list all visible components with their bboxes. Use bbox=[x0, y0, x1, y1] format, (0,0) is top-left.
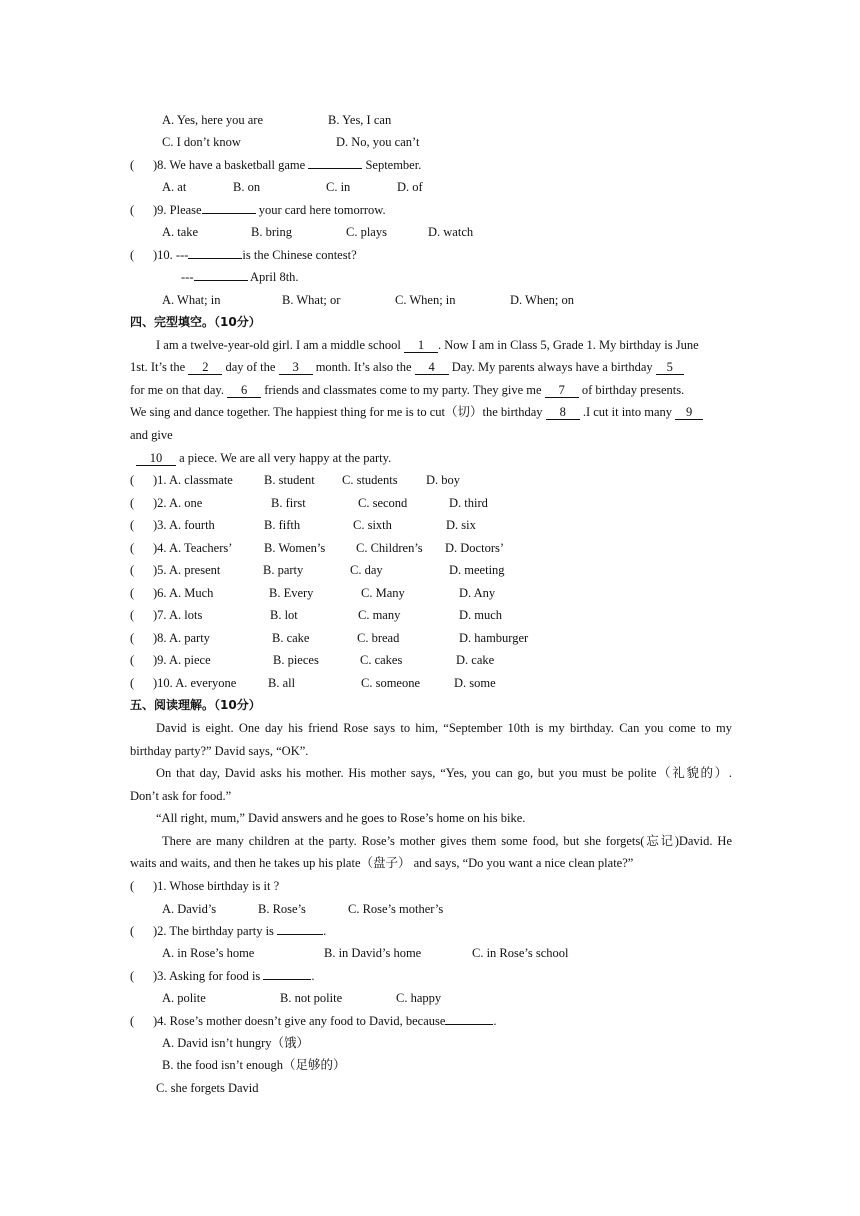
cloze-q5-c: C. day bbox=[350, 563, 383, 577]
cloze-q2-d: D. third bbox=[449, 496, 488, 510]
q9-stem: )9. Please your card here tomorrow. bbox=[153, 203, 386, 217]
reading-q2-a: A. in Rose’s home bbox=[162, 946, 255, 960]
q8-stem: )8. We have a basketball game September. bbox=[153, 158, 422, 172]
cloze-blank-6[interactable]: 6 bbox=[227, 384, 261, 398]
cloze-q3-paren[interactable]: ( bbox=[130, 518, 135, 532]
cloze-q10-a: )10. A. everyone bbox=[153, 676, 237, 690]
cloze-q4-paren[interactable]: ( bbox=[130, 541, 135, 555]
reading-para1-line1: David is eight. One day his friend Rose says to him, “September 10th is my birthday. Can you come to my bbox=[156, 721, 732, 735]
q10-option-a: A. What; in bbox=[162, 293, 221, 307]
reading-q3-c: C. happy bbox=[396, 991, 442, 1005]
cloze-blank-2[interactable]: 2 bbox=[188, 361, 222, 375]
reading-q4-stem: )4. Rose’s mother doesn’t give any food to David, because . bbox=[153, 1014, 497, 1028]
q7-option-d: D. No, you can’t bbox=[336, 135, 420, 149]
reading-q1-stem: )1. Whose birthday is it ? bbox=[153, 879, 280, 893]
cloze-q7-d: D. much bbox=[459, 608, 503, 622]
cloze-q8-d: D. hamburger bbox=[459, 631, 529, 645]
cloze-q3-c: C. sixth bbox=[353, 518, 392, 532]
cloze-q7-paren[interactable]: ( bbox=[130, 608, 135, 622]
cloze-blank-7[interactable]: 7 bbox=[545, 384, 579, 398]
q9-option-a: A. take bbox=[162, 225, 199, 239]
q10-paren: ( bbox=[130, 248, 135, 262]
cloze-q6-b: B. Every bbox=[269, 586, 314, 600]
cloze-q3-b: B. fifth bbox=[264, 518, 301, 532]
cloze-line-1: I am a twelve-year-old girl. I am a middle school 1 . Now I am in Class 5, Grade 1. My birthday is June bbox=[156, 338, 699, 352]
cloze-line-4: We sing and dance together. The happiest thing for me is to cut（切）the birthday 8 .I cut it into many 9 bbox=[130, 406, 703, 420]
q10-blank-2[interactable] bbox=[194, 280, 248, 281]
cloze-q8-b: B. cake bbox=[272, 631, 310, 645]
cloze-q10-paren[interactable]: ( bbox=[130, 676, 135, 690]
q9-option-c: C. plays bbox=[346, 225, 387, 239]
cloze-q5-d: D. meeting bbox=[449, 563, 505, 577]
cloze-q7-b: B. lot bbox=[270, 608, 298, 622]
cloze-blank-10[interactable]: 10 bbox=[136, 452, 176, 466]
q8-option-b: B. on bbox=[233, 180, 261, 194]
q9-blank[interactable] bbox=[202, 213, 256, 214]
reading-q4-paren[interactable]: ( bbox=[130, 1014, 135, 1028]
cloze-q8-c: C. bread bbox=[357, 631, 400, 645]
cloze-line-2: 1st. It’s the 2 day of the 3 month. It’s also the 4 Day. My parents always have a birthday 5 bbox=[130, 361, 684, 375]
q9-paren: ( bbox=[130, 203, 135, 217]
reading-q3-a: A. polite bbox=[162, 991, 206, 1005]
q7-option-a: A. Yes, here you are bbox=[162, 113, 264, 127]
cloze-q2-paren[interactable]: ( bbox=[130, 496, 135, 510]
reading-q1-a: A. David’s bbox=[162, 902, 217, 916]
reading-para3: “All right, mum,” David answers and he goes to Rose’s home on his bike. bbox=[156, 811, 526, 825]
reading-q4-blank[interactable] bbox=[445, 1024, 493, 1025]
cloze-blank-9[interactable]: 9 bbox=[675, 406, 703, 420]
reading-q1-b: B. Rose’s bbox=[258, 902, 306, 916]
cloze-q1-a: )1. A. classmate bbox=[153, 473, 233, 487]
reading-q4-a: A. David isn’t hungry（饿） bbox=[162, 1036, 309, 1050]
cloze-blank-5[interactable]: 5 bbox=[656, 361, 684, 375]
cloze-blank-1[interactable]: 1 bbox=[404, 339, 438, 353]
cloze-q2-a: )2. A. one bbox=[153, 496, 203, 510]
q10-answer-line: --- April 8th. bbox=[181, 270, 299, 284]
cloze-q8-paren[interactable]: ( bbox=[130, 631, 135, 645]
q7-option-c: C. I don’t know bbox=[162, 135, 241, 149]
reading-q2-stem: )2. The birthday party is . bbox=[153, 924, 327, 938]
reading-para4-line2: waits and waits, and then he takes up his plate（盘子） and says, “Do you want a nice clean plate?” bbox=[130, 856, 634, 870]
reading-q3-stem: )3. Asking for food is . bbox=[153, 969, 315, 983]
q10-option-d: D. When; on bbox=[510, 293, 574, 307]
cloze-q1-c: C. students bbox=[342, 473, 398, 487]
q8-option-a: A. at bbox=[162, 180, 187, 194]
q9-option-b: B. bring bbox=[251, 225, 292, 239]
reading-q2-paren[interactable]: ( bbox=[130, 924, 135, 938]
cloze-q5-a: )5. A. present bbox=[153, 563, 221, 577]
cloze-q9-c: C. cakes bbox=[360, 653, 403, 667]
q8-blank[interactable] bbox=[308, 168, 362, 169]
reading-q3-b: B. not polite bbox=[280, 991, 343, 1005]
cloze-q9-b: B. pieces bbox=[273, 653, 319, 667]
reading-q1-c: C. Rose’s mother’s bbox=[348, 902, 444, 916]
reading-q2-b: B. in David’s home bbox=[324, 946, 422, 960]
cloze-line-3: for me on that day. 6 friends and classmates come to my party. They give me 7 of birthday presents. bbox=[130, 383, 685, 397]
cloze-q4-d: D. Doctors’ bbox=[445, 541, 505, 555]
cloze-q4-a: )4. A. Teachers’ bbox=[153, 541, 233, 555]
cloze-q9-d: D. cake bbox=[456, 653, 495, 667]
cloze-line-5: and give bbox=[130, 428, 173, 442]
cloze-q6-a: )6. A. Much bbox=[153, 586, 214, 600]
cloze-q5-paren[interactable]: ( bbox=[130, 563, 135, 577]
q10-blank-1[interactable] bbox=[188, 258, 242, 259]
reading-para2-line2: Don’t ask for food.” bbox=[130, 789, 232, 803]
cloze-q10-b: B. all bbox=[268, 676, 296, 690]
reading-para1-line2: birthday party?” David says, “OK”. bbox=[130, 744, 309, 758]
cloze-q9-a: )9. A. piece bbox=[153, 653, 211, 667]
reading-q2-c: C. in Rose’s school bbox=[472, 946, 569, 960]
cloze-q8-a: )8. A. party bbox=[153, 631, 210, 645]
q8-option-d: D. of bbox=[397, 180, 423, 194]
section4-heading: 四、完型填空。（10分） bbox=[130, 315, 261, 329]
reading-q4-b: B. the food isn’t enough（足够的） bbox=[162, 1058, 346, 1072]
cloze-q1-paren[interactable]: ( bbox=[130, 473, 135, 487]
cloze-q6-paren[interactable]: ( bbox=[130, 586, 135, 600]
cloze-q2-b: B. first bbox=[271, 496, 306, 510]
reading-para2-line1: On that day, David asks his mother. His mother says, “Yes, you can go, but you must be polite（礼貌的）. bbox=[156, 766, 732, 780]
q8-option-c: C. in bbox=[326, 180, 351, 194]
cloze-q6-d: D. Any bbox=[459, 586, 496, 600]
reading-q4-c: C. she forgets David bbox=[156, 1081, 259, 1095]
reading-para4-line1: There are many children at the party. Rose’s mother gives them some food, but she forgets(忘记)David. He bbox=[162, 834, 732, 848]
cloze-q6-c: C. Many bbox=[361, 586, 405, 600]
cloze-q9-paren[interactable]: ( bbox=[130, 653, 135, 667]
q10-stem: )10. --- is the Chinese contest? bbox=[153, 248, 357, 262]
cloze-q7-a: )7. A. lots bbox=[153, 608, 203, 622]
q7-option-b: B. Yes, I can bbox=[328, 113, 392, 127]
q10-option-c: C. When; in bbox=[395, 293, 456, 307]
cloze-q3-d: D. six bbox=[446, 518, 476, 532]
reading-q2-blank[interactable] bbox=[277, 934, 323, 935]
cloze-blank-4[interactable]: 4 bbox=[415, 361, 449, 375]
cloze-q4-b: B. Women’s bbox=[264, 541, 326, 555]
cloze-q10-c: C. someone bbox=[361, 676, 421, 690]
cloze-q7-c: C. many bbox=[358, 608, 401, 622]
cloze-blank-3[interactable]: 3 bbox=[279, 361, 313, 375]
cloze-q5-b: B. party bbox=[263, 563, 304, 577]
cloze-q2-c: C. second bbox=[358, 496, 408, 510]
cloze-q10-d: D. some bbox=[454, 676, 496, 690]
reading-q1-paren[interactable]: ( bbox=[130, 879, 135, 893]
cloze-blank-8[interactable]: 8 bbox=[546, 406, 580, 420]
q8-paren: ( bbox=[130, 158, 135, 172]
q9-option-d: D. watch bbox=[428, 225, 474, 239]
cloze-q1-b: B. student bbox=[264, 473, 315, 487]
section5-heading: 五、阅读理解。（10分） bbox=[130, 698, 261, 712]
cloze-line-6: 10 a piece. We are all very happy at the party. bbox=[136, 452, 391, 466]
q10-option-b: B. What; or bbox=[282, 293, 341, 307]
reading-q3-paren[interactable]: ( bbox=[130, 969, 135, 983]
reading-q3-blank[interactable] bbox=[263, 979, 311, 980]
cloze-q4-c: C. Children’s bbox=[356, 541, 423, 555]
cloze-q1-d: D. boy bbox=[426, 473, 461, 487]
cloze-q3-a: )3. A. fourth bbox=[153, 518, 215, 532]
